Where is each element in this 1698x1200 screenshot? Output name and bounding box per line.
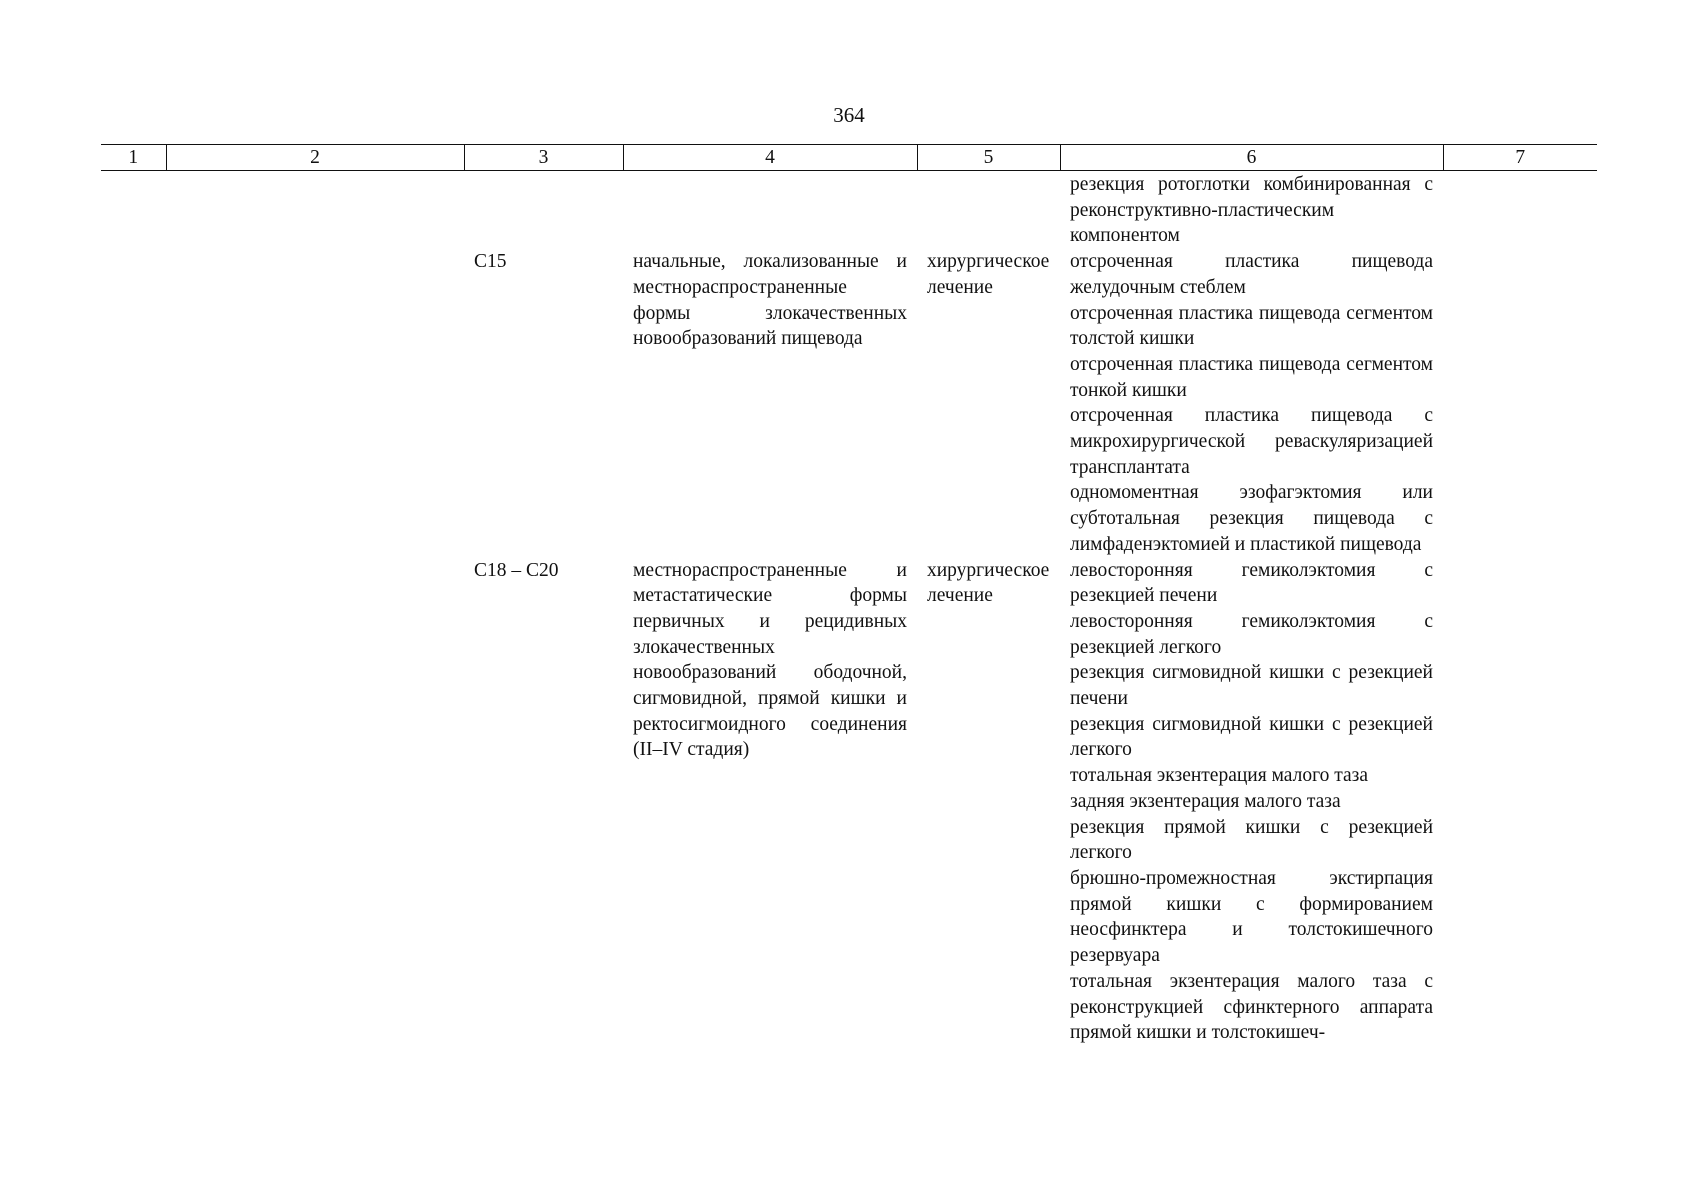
treatment-type: хирургическое лечение [927,559,1050,607]
column-header-3: 3 [464,145,623,171]
procedure-item: отсроченная пластика пищевода желудочным стеблем [1070,251,1433,298]
column-header-5: 5 [917,145,1060,171]
procedure-item: задняя экзентерация малого таза [1070,790,1341,812]
table-row-c15 [101,249,1597,557]
table-row-c18-c20 [101,558,1597,1046]
procedure-item: отсроченная пластика пищевода с микрохирургической реваскуляризацией трансплантата [1070,405,1433,478]
procedures-table [101,144,1597,1046]
procedures-cell [1060,171,1443,250]
procedure-item: брюшно-промежностная экстирпация прямой кишки с формированием неосфинктера и толстокишечного резервуара [1070,867,1433,967]
column-header-1: 1 [101,145,166,171]
column-header-6: 6 [1060,145,1443,171]
procedure-item: резекция прямой кишки с резекцией легкого [1070,816,1433,864]
diagnosis-code: C15 [474,251,507,273]
diagnosis-description: местнораспространенные и метастатические формы первичных и рецидивных злокачественных новообразований ободочной, сигмовидной, прямой кишки и ректосигмоидного соединения (II–IV стадия) [633,559,907,761]
procedure-item: резекция сигмовидной кишки с резекцией легкого [1070,713,1433,761]
procedure-item: отсроченная пластика пищевода сегментом толстой кишки [1070,302,1433,350]
column-numbers-row [101,145,1597,171]
procedure-item: левосторонняя гемиколэктомия с резекцией легкого [1070,610,1433,658]
procedures-cell [1060,249,1443,557]
procedure-item: резекция ротоглотки комбинированная с реконструктивно-пластическим компонентом [1070,174,1433,247]
diagnosis-description: начальные, локализованные и местнораспространенные формы злокачественных новообразований пищевода [633,251,907,350]
procedure-item: тотальная экзентерация малого таза [1070,765,1369,787]
table-header [101,145,1597,171]
column-header-4: 4 [623,145,917,171]
procedure-item: левосторонняя гемиколэктомия с резекцией печени [1070,559,1433,607]
column-header-2: 2 [166,145,464,171]
treatment-type: хирургическое лечение [927,251,1050,298]
page-number: 364 [833,103,865,127]
procedures-cell [1060,558,1443,1046]
procedure-item: резекция сигмовидной кишки с резекцией печени [1070,662,1433,710]
column-header-7: 7 [1443,145,1597,171]
diagnosis-code: C18 – C20 [474,559,559,581]
procedure-item: отсроченная пластика пищевода сегментом тонкой кишки [1070,353,1433,401]
table-row-continuation [101,171,1597,250]
procedure-item: тотальная экзентерация малого таза с реконструкцией сфинктерного аппарата прямой кишки и толстокишеч- [1070,970,1433,1044]
procedure-item: одномоментная эзофагэктомия или субтотальная резекция пищевода с лимфаденэктомией и пластикой пищевода [1070,482,1433,555]
